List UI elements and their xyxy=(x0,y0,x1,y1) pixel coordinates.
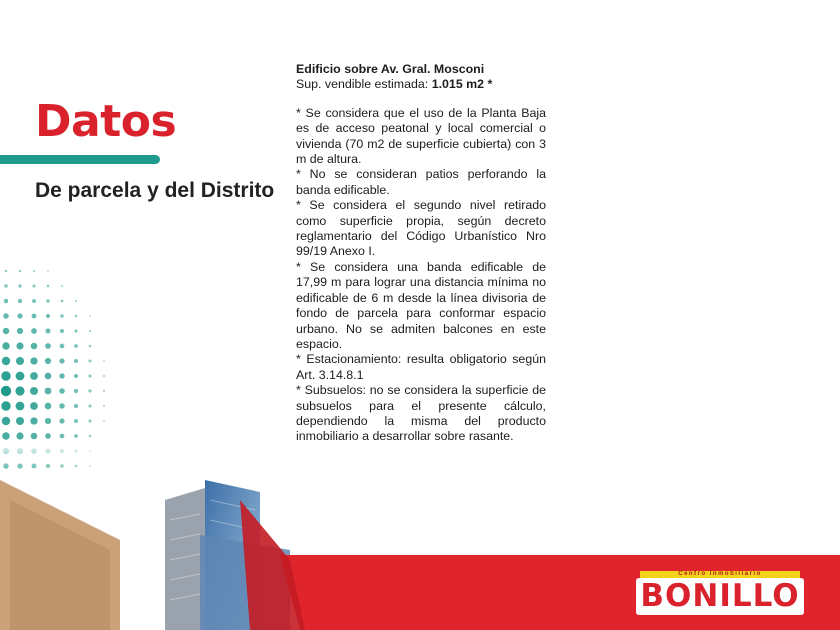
details-column xyxy=(296,62,546,445)
halftone-dot xyxy=(4,284,7,287)
page-title: Datos xyxy=(35,96,177,147)
sellable-area-line xyxy=(296,77,546,92)
halftone-dot xyxy=(45,373,52,380)
halftone-dot xyxy=(30,417,37,424)
halftone-dot xyxy=(31,433,38,440)
halftone-dot xyxy=(18,284,21,287)
halftone-dot xyxy=(74,344,78,348)
halftone-dot xyxy=(1,371,10,380)
halftone-dot xyxy=(89,360,92,363)
halftone-dot xyxy=(32,299,36,303)
halftone-dot xyxy=(17,328,23,334)
halftone-dot xyxy=(60,434,65,439)
halftone-dot xyxy=(16,357,24,365)
halftone-dot xyxy=(47,285,50,288)
halftone-dot xyxy=(2,417,10,425)
halftone-dot xyxy=(88,389,91,392)
halftone-dot xyxy=(47,270,49,272)
halftone-dot xyxy=(45,433,51,439)
halftone-dot xyxy=(74,404,78,408)
halftone-dot xyxy=(60,344,65,349)
halftone-dot xyxy=(16,417,24,425)
halftone-dot xyxy=(2,342,9,349)
halftone-dot xyxy=(74,329,77,332)
halftone-dot xyxy=(103,360,105,362)
halftone-dot xyxy=(103,375,105,377)
halftone-dot xyxy=(2,357,10,365)
halftone-dot xyxy=(30,372,38,380)
halftone-dot xyxy=(59,358,64,363)
halftone-dot xyxy=(30,402,38,410)
halftone-dot xyxy=(45,403,52,410)
halftone-dot xyxy=(74,389,78,393)
halftone-dot xyxy=(59,373,64,378)
page-subtitle: De parcela y del Distrito xyxy=(35,179,275,202)
sellable-area-label: Sup. vendible estimada: xyxy=(296,77,432,92)
halftone-dot xyxy=(61,300,64,303)
halftone-dot xyxy=(31,343,38,350)
halftone-dot xyxy=(46,314,50,318)
halftone-dot xyxy=(89,345,92,348)
halftone-dot xyxy=(19,270,21,272)
halftone-dot xyxy=(45,343,51,349)
halftone-dot xyxy=(89,315,91,317)
halftone-dot xyxy=(103,420,105,422)
halftone-dot xyxy=(5,270,7,272)
halftone-dot xyxy=(15,386,24,395)
halftone-dot xyxy=(17,313,22,318)
halftone-dot xyxy=(74,419,78,423)
halftone-dot xyxy=(16,372,25,381)
halftone-dot xyxy=(59,403,64,408)
note-parking: * Estacionamiento: resulta obligatorio según Art. 3.14.8.1 xyxy=(296,352,546,382)
note-patios: * No se consideran patios perforando la banda edificable. xyxy=(296,167,546,197)
halftone-dot xyxy=(32,314,37,319)
halftone-dot xyxy=(32,284,35,287)
halftone-dot xyxy=(1,386,11,396)
halftone-dot xyxy=(61,285,63,287)
halftone-dot xyxy=(74,374,78,378)
halftone-dot xyxy=(75,315,78,318)
halftone-dot xyxy=(103,390,105,392)
halftone-dot xyxy=(3,328,9,334)
halftone-dot xyxy=(46,299,49,302)
halftone-dot xyxy=(31,328,37,334)
building-center xyxy=(165,488,205,630)
halftone-dot xyxy=(74,434,78,438)
halftone-dot xyxy=(16,432,23,439)
bonillo-logo xyxy=(636,571,804,615)
halftone-dot xyxy=(45,328,50,333)
halftone-dot xyxy=(4,299,8,303)
building-heading: Edificio sobre Av. Gral. Mosconi xyxy=(296,62,485,76)
halftone-dot xyxy=(75,300,77,302)
halftone-dot xyxy=(16,342,23,349)
halftone-dot xyxy=(59,388,65,394)
halftone-dot xyxy=(103,405,105,407)
sellable-area-value: 1.015 m2 * xyxy=(431,77,493,92)
halftone-dot xyxy=(60,329,64,333)
halftone-dot xyxy=(30,387,38,395)
halftone-dot xyxy=(89,435,92,438)
note-ground-floor: * Se considera que el uso de la Planta Baja es de acceso peatonal y local comercial o vivienda (70 m2 de superficie cubierta) con 3 m de altura. xyxy=(296,105,546,167)
halftone-dot xyxy=(88,404,91,407)
halftone-dot xyxy=(45,418,51,424)
halftone-dot xyxy=(59,418,64,423)
halftone-dot xyxy=(89,420,92,423)
halftone-dot xyxy=(3,313,8,318)
note-second-level: * Se considera el segundo nivel retirado como superficie propia, según decreto reglamentario del Código Urbanístico Nro 99/19 Anexo I. xyxy=(296,198,546,259)
title-underline xyxy=(0,155,160,164)
halftone-dot xyxy=(18,299,22,303)
note-buildable-band: * Se considera una banda edificable de 17,99 m para lograr una distancia mínima no edificable de 6 m desde la línea divisoria de fondo de parcela para conformar espacio urbano. No se admiten balcones en este espacio. xyxy=(296,259,546,351)
halftone-dot xyxy=(30,357,37,364)
halftone-dot xyxy=(1,401,10,410)
halftone-dot xyxy=(60,314,63,317)
halftone-dot xyxy=(16,402,25,411)
halftone-dot xyxy=(33,270,35,272)
logo-wordmark: BONILLO xyxy=(636,578,804,615)
logo-tagline: Centro Inmobiliario xyxy=(640,571,800,578)
halftone-dot xyxy=(89,330,91,332)
halftone-dot xyxy=(74,359,78,363)
halftone-dot xyxy=(45,358,51,364)
halftone-dot xyxy=(88,374,91,377)
halftone-dot xyxy=(45,388,52,395)
halftone-dot xyxy=(2,432,9,439)
note-basements: * Subsuelos: no se considera la superficie de subsuelos para el presente cálculo, dependiendo la misma del producto inmobiliario a desarrollar sobre rasante. xyxy=(296,383,546,444)
